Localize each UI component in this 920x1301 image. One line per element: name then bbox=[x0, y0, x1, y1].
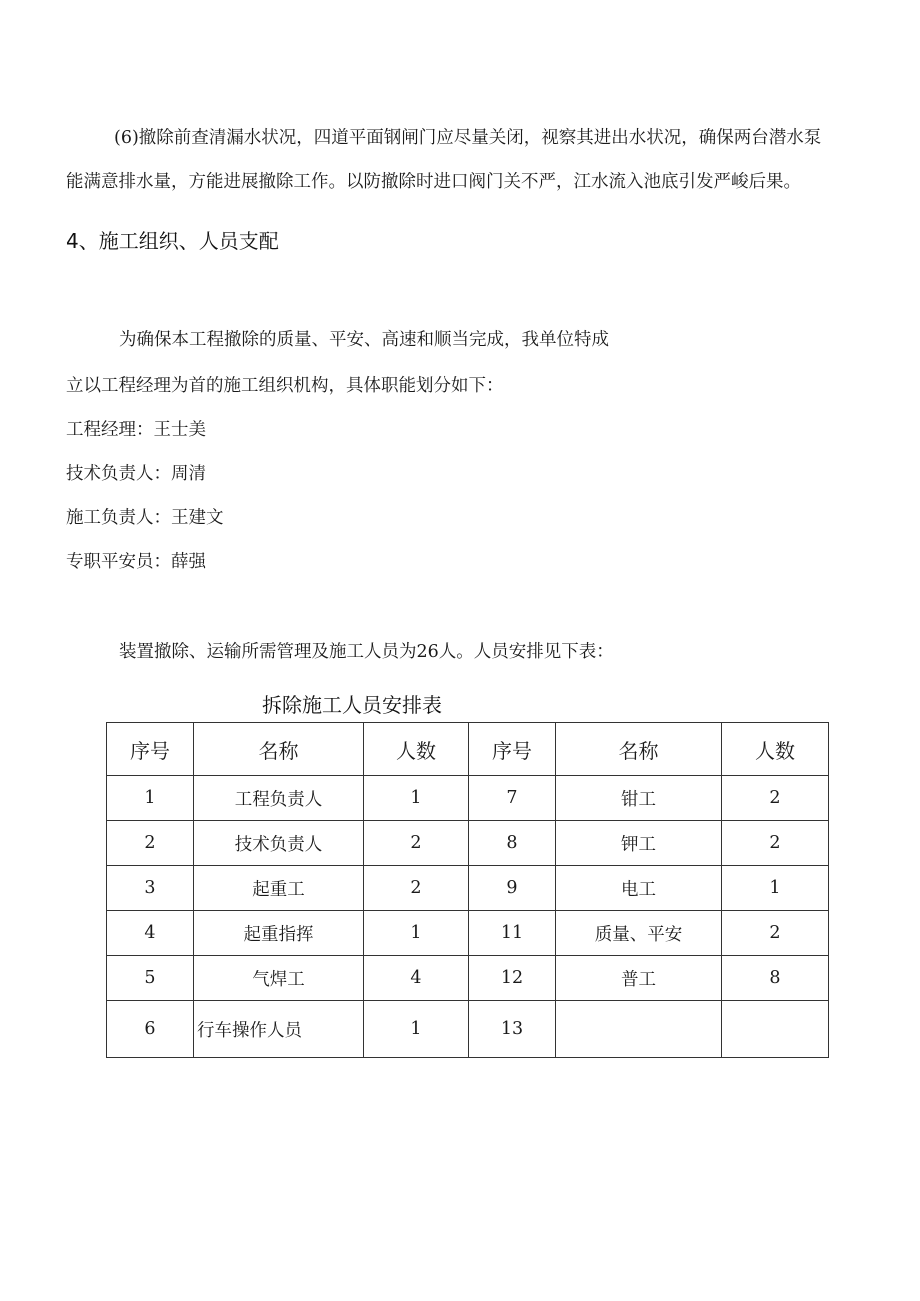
table-header-row bbox=[107, 723, 829, 776]
cell-name-2 bbox=[556, 1001, 722, 1058]
cell-no-2: 9 bbox=[469, 866, 556, 911]
cell-no: 2 bbox=[107, 821, 194, 866]
cell-count: 1 bbox=[364, 1001, 469, 1058]
table-row bbox=[107, 776, 829, 821]
header-name-2: 名称 bbox=[556, 723, 722, 776]
cell-count-2: 2 bbox=[722, 911, 829, 956]
cell-count: 1 bbox=[364, 911, 469, 956]
header-count-2: 人数 bbox=[722, 723, 829, 776]
intro-line-1: 为确保本工程撤除的质量、平安、高速和顺当完成，我单位特成 bbox=[119, 330, 609, 350]
cell-count-2: 8 bbox=[722, 956, 829, 1001]
table-row bbox=[107, 956, 829, 1001]
staff-table bbox=[106, 722, 829, 1058]
table-title: 拆除施工人员安排表 bbox=[262, 693, 442, 717]
table-row bbox=[107, 821, 829, 866]
cell-name-2: 质量、平安 bbox=[556, 911, 722, 956]
cell-name-2: 钳工 bbox=[556, 776, 722, 821]
table-row bbox=[107, 911, 829, 956]
cell-count-2: 2 bbox=[722, 776, 829, 821]
cell-no: 3 bbox=[107, 866, 194, 911]
role-project-manager: 工程经理：王士美 bbox=[66, 420, 206, 440]
cell-count: 2 bbox=[364, 866, 469, 911]
cell-no-2: 12 bbox=[469, 956, 556, 1001]
intro-line-2: 立以工程经理为首的施工组织机构，具体职能划分如下： bbox=[66, 376, 504, 396]
paragraph-6-line-2: 能满意排水量，方能进展撤除工作。以防撤除时进口阀门关不严，江水流入池底引发严峻后果。 bbox=[66, 172, 801, 192]
cell-no-2: 11 bbox=[469, 911, 556, 956]
header-no: 序号 bbox=[107, 723, 194, 776]
role-technical-lead: 技术负责人：周清 bbox=[66, 464, 206, 484]
cell-no: 5 bbox=[107, 956, 194, 1001]
cell-name: 起重工 bbox=[194, 866, 364, 911]
paragraph-6-line-1: (6)撤除前查清漏水状况，四道平面钢闸门应尽量关闭，视察其进出水状况，确保两台潜水泵 bbox=[114, 128, 822, 148]
cell-count-2: 1 bbox=[722, 866, 829, 911]
table-row bbox=[107, 1001, 829, 1058]
header-count: 人数 bbox=[364, 723, 469, 776]
cell-name-2: 普工 bbox=[556, 956, 722, 1001]
cell-name: 起重指挥 bbox=[194, 911, 364, 956]
cell-no-2: 8 bbox=[469, 821, 556, 866]
cell-count-2: 2 bbox=[722, 821, 829, 866]
cell-count-2 bbox=[722, 1001, 829, 1058]
cell-count: 2 bbox=[364, 821, 469, 866]
header-name: 名称 bbox=[194, 723, 364, 776]
cell-name: 工程负责人 bbox=[194, 776, 364, 821]
cell-name-2: 钾工 bbox=[556, 821, 722, 866]
cell-no: 6 bbox=[107, 1001, 194, 1058]
cell-count: 1 bbox=[364, 776, 469, 821]
cell-name: 气焊工 bbox=[194, 956, 364, 1001]
header-no-2: 序号 bbox=[469, 723, 556, 776]
cell-name: 行车操作人员 bbox=[194, 1001, 364, 1058]
cell-name: 技术负责人 bbox=[194, 821, 364, 866]
table-row bbox=[107, 866, 829, 911]
cell-count: 4 bbox=[364, 956, 469, 1001]
cell-no-2: 7 bbox=[469, 776, 556, 821]
staff-summary: 装置撤除、运输所需管理及施工人员为26人。人员安排见下表： bbox=[119, 642, 614, 662]
cell-no-2: 13 bbox=[469, 1001, 556, 1058]
cell-no: 1 bbox=[107, 776, 194, 821]
role-safety-officer: 专职平安员：薛强 bbox=[66, 552, 206, 572]
role-construction-lead: 施工负责人：王建文 bbox=[66, 508, 224, 528]
section-heading: 4、施工组织、人员支配 bbox=[66, 229, 279, 253]
cell-name-2: 电工 bbox=[556, 866, 722, 911]
cell-no: 4 bbox=[107, 911, 194, 956]
